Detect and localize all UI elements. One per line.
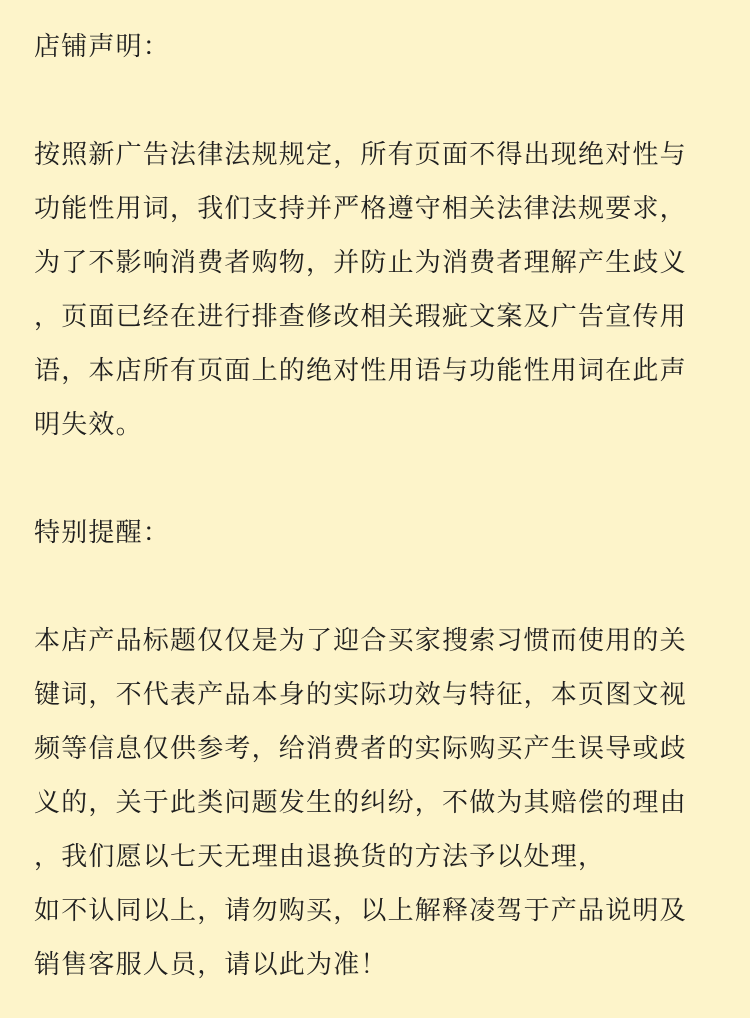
statement-line: 按照新广告法律法规规定，所有页面不得出现绝对性与 — [34, 140, 687, 170]
reminder-line: 如不认同以上，请勿购买，以上解释凌驾于产品说明及 — [34, 896, 687, 926]
reminder-line: 频等信息仅供参考，给消费者的实际购买产生误导或歧 — [34, 734, 687, 764]
statement-line: 为了不影响消费者购物，并防止为消费者理解产生歧义 — [34, 248, 687, 278]
reminder-body — [34, 614, 716, 992]
statement-line: 功能性用词，我们支持并严格遵守相关法律法规要求， — [34, 194, 687, 224]
spacer — [34, 74, 716, 128]
statement-heading: 店铺声明： — [34, 32, 171, 62]
statement-body — [34, 128, 716, 452]
statement-line: 明失效。 — [34, 410, 143, 440]
reminder-heading: 特别提醒： — [34, 518, 171, 548]
reminder-line: 本店产品标题仅仅是为了迎合买家搜索习惯而使用的关 — [34, 626, 687, 656]
reminder-line: 义的，关于此类问题发生的纠纷，不做为其赔偿的理由 — [34, 788, 687, 818]
reminder-line: 键词，不代表产品本身的实际功效与特征，本页图文视 — [34, 680, 687, 710]
reminder-line: 销售客服人员，请以此为准！ — [34, 950, 388, 980]
spacer — [34, 560, 716, 614]
statement-line: ，页面已经在进行排查修改相关瑕疵文案及广告宣传用 — [34, 302, 687, 332]
statement-line: 语，本店所有页面上的绝对性用语与功能性用词在此声 — [34, 356, 687, 386]
reminder-line: ，我们愿以七天无理由退换货的方法予以处理， — [34, 842, 606, 872]
spacer — [34, 452, 716, 506]
